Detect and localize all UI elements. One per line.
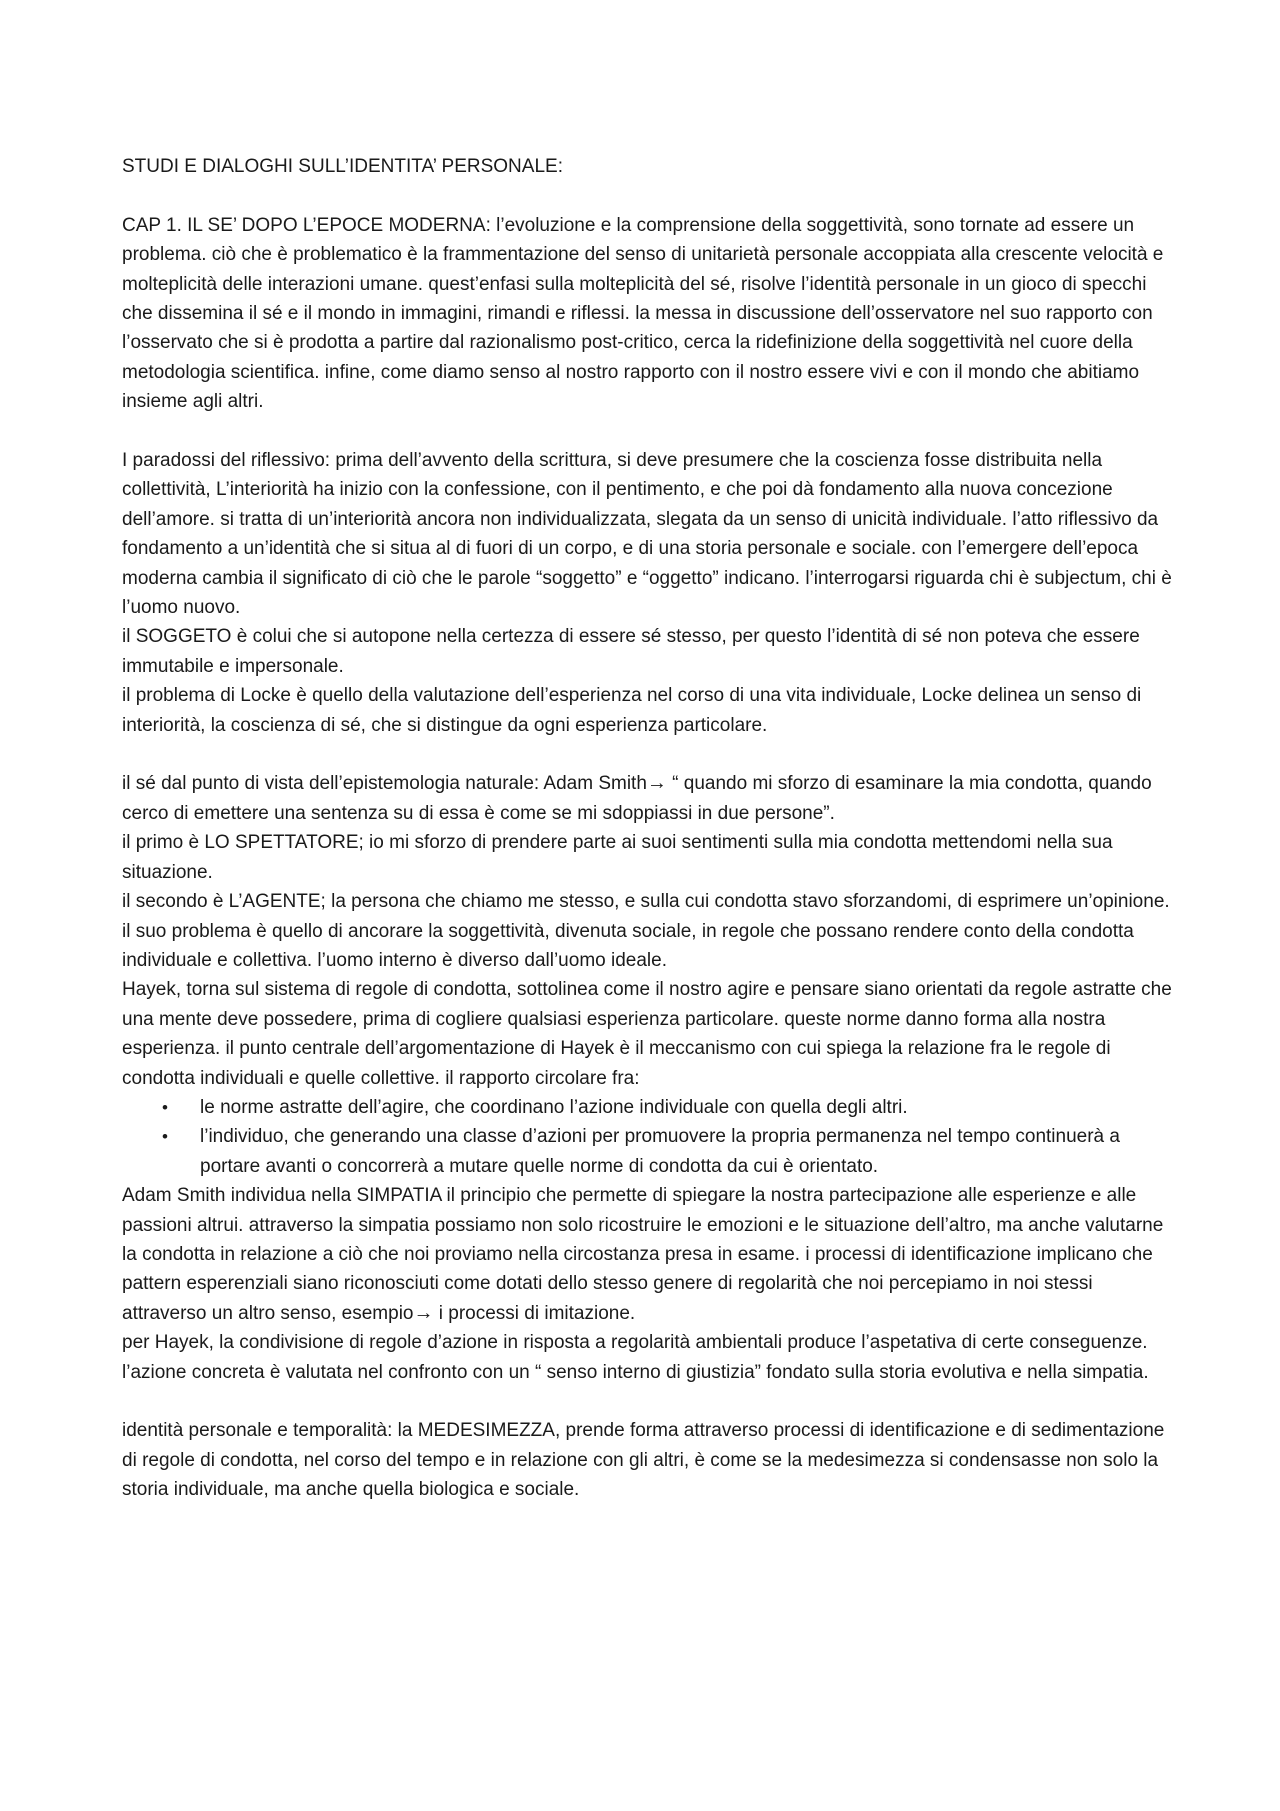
blank-line (122, 740, 1182, 769)
chapter-1-paragraph: CAP 1. IL SE’ DOPO L’EPOCE MODERNA: l’evoluzione e la comprensione della soggettività, sono tornate ad essere un problema. ciò che è problematico è la frammentazione del senso di unitarietà personale accoppiata alla crescente velocità e molteplicità delle interazioni umane. quest’enfasi sulla molteplicità del sé, risolve l’identità personale in un gioco di specchi che dissemina il sé e il mondo in immagini, rimandi e riflessi. la messa in discussione dell’osservatore nel suo rapporto con l’osservato che si è prodotta a partire dal razionalismo post-critico, cerca la ridefinizione della soggettività nel cuore della metodologia scientifica. infine, come diamo senso al nostro rapporto con il nostro essere vivi e con il mondo che abitiamo insieme agli altri. (122, 214, 1164, 413)
simpatia-paragraph (122, 1181, 1182, 1328)
paradossi-paragraph: I paradossi del riflessivo: prima dell’avvento della scrittura, si deve presumere che la coscienza fosse distribuita nella collettività, L’interiorità ha inizio con la confessione, con il pentimento, e che poi dà fondamento alla nuova concezione dell’amore. si tratta di un’interiorità ancora non individualizzata, slegata da un senso di unicità individuale. l’atto riflessivo da fondamento a un’identità che si situa al di fuori di un corpo, e di una storia personale e sociale. con l’emergere dell’epoca moderna cambia il significato di ciò che le parole “soggetto” e “oggetto” indicano. l’interrogarsi riguarda chi è subjectum, chi è l’uomo nuovo. (122, 450, 1172, 619)
list-item-text: le norme astratte dell’agire, che coordinano l’azione individuale con quella degli altri. (200, 1096, 908, 1118)
hayek-paragraph: Hayek, torna sul sistema di regole di condotta, sottolinea come il nostro agire e pensare siano orientati da regole astratte che una mente deve possedere, prima di cogliere qualsiasi esperienza particolare. queste norme danno forma alla nostra esperienza. il punto centrale dell’argomentazione di Hayek è il meccanismo con cui spiega la relazione fra le regole di condotta individuali e quelle collettive. il rapporto circolare fra: (122, 979, 1172, 1089)
blank-line (122, 1387, 1182, 1416)
problema-paragraph: il suo problema è quello di ancorare la soggettività, divenuta sociale, in regole che possano rendere conto della condotta individuale e collettiva. l’uomo interno è diverso dall’uomo ideale. (122, 920, 1134, 971)
blank-line (122, 417, 1182, 446)
document-title: STUDI E DIALOGHI SULL’IDENTITA’ PERSONALE: (122, 156, 563, 177)
locke-paragraph: il problema di Locke è quello della valutazione dell’esperienza nel corso di una vita individuale, Locke delinea un senso di interiorità, la coscienza di sé, che si distingue da ogni esperienza particolare. (122, 685, 1142, 736)
bullet-icon: • (162, 1097, 168, 1117)
bullet-list (122, 1093, 1182, 1181)
arrow-right-icon: → (413, 1301, 434, 1324)
list-item-text: l’individuo, che generando una classe d’azioni per promuovere la propria permanenza nel tempo continuerà a portare avanti o concorrerà a mutare quelle norme di condotta da cui è orientato. (200, 1126, 1120, 1177)
list-item (122, 1093, 1182, 1122)
soggeto-paragraph: il SOGGETO è colui che si autopone nella certezza di essere sé stesso, per questo l’identità di sé non poteva che essere immutabile e impersonale. (122, 626, 1140, 677)
agente-paragraph: il secondo è L’AGENTE; la persona che chiamo me stesso, e sulla cui condotta stavo sforzandomi, di esprimere un’opinione. (122, 891, 1170, 913)
simpatia-text: Adam Smith individua nella SIMPATIA il principio che permette di spiegare la nostra partecipazione alle esperienze e alle passioni altrui. attraverso la simpatia possiamo non solo ricostruire le emozioni e le situazione dell’altro, ma anche valutarne la condotta in relazione a ciò che noi proviamo nella circostanza presa in esame. i processi di identificazione implicano che pattern esperenziali siano riconosciuti come dotati dello stesso genere di regolarità che noi percepiamo in noi stessi attraverso un altro senso, esempio (122, 1185, 1164, 1324)
smith-intro-text: il sé dal punto di vista dell’epistemologia naturale: Adam Smith (122, 773, 647, 795)
hayek-justice-paragraph: per Hayek, la condivisione di regole d’azione in risposta a regolarità ambientali produce l’aspetativa di certe conseguenze. l’azione concreta è valutata nel confronto con un “ senso interno di giustizia” fondato sulla storia evolutiva e nella simpatia. (122, 1332, 1149, 1383)
blank-line (122, 181, 1182, 210)
imitazione-text: i processi di imitazione. (433, 1302, 636, 1324)
document-page (122, 152, 1182, 1505)
list-item (122, 1122, 1182, 1181)
bullet-icon: • (162, 1127, 168, 1147)
spettatore-paragraph: il primo è LO SPETTATORE; io mi sforzo di prendere parte ai suoi sentimenti sulla mia condotta mettendomi nella sua situazione. (122, 832, 1113, 883)
arrow-right-icon: → (646, 772, 667, 795)
smith-quote-text: “ quando mi sforzo di esaminare la mia condotta, quando cerco di emettere una sentenza su di essa è come se mi sdoppiassi in due persone”. (122, 773, 1152, 824)
medesimezza-paragraph: identità personale e temporalità: la MEDESIMEZZA, prende forma attraverso processi di identificazione e di sedimentazione di regole di condotta, nel corso del tempo e in relazione con gli altri, è come se la medesimezza si condensasse non solo la storia individuale, ma anche quella biologica e sociale. (122, 1420, 1165, 1501)
smith-intro-paragraph (122, 769, 1182, 828)
